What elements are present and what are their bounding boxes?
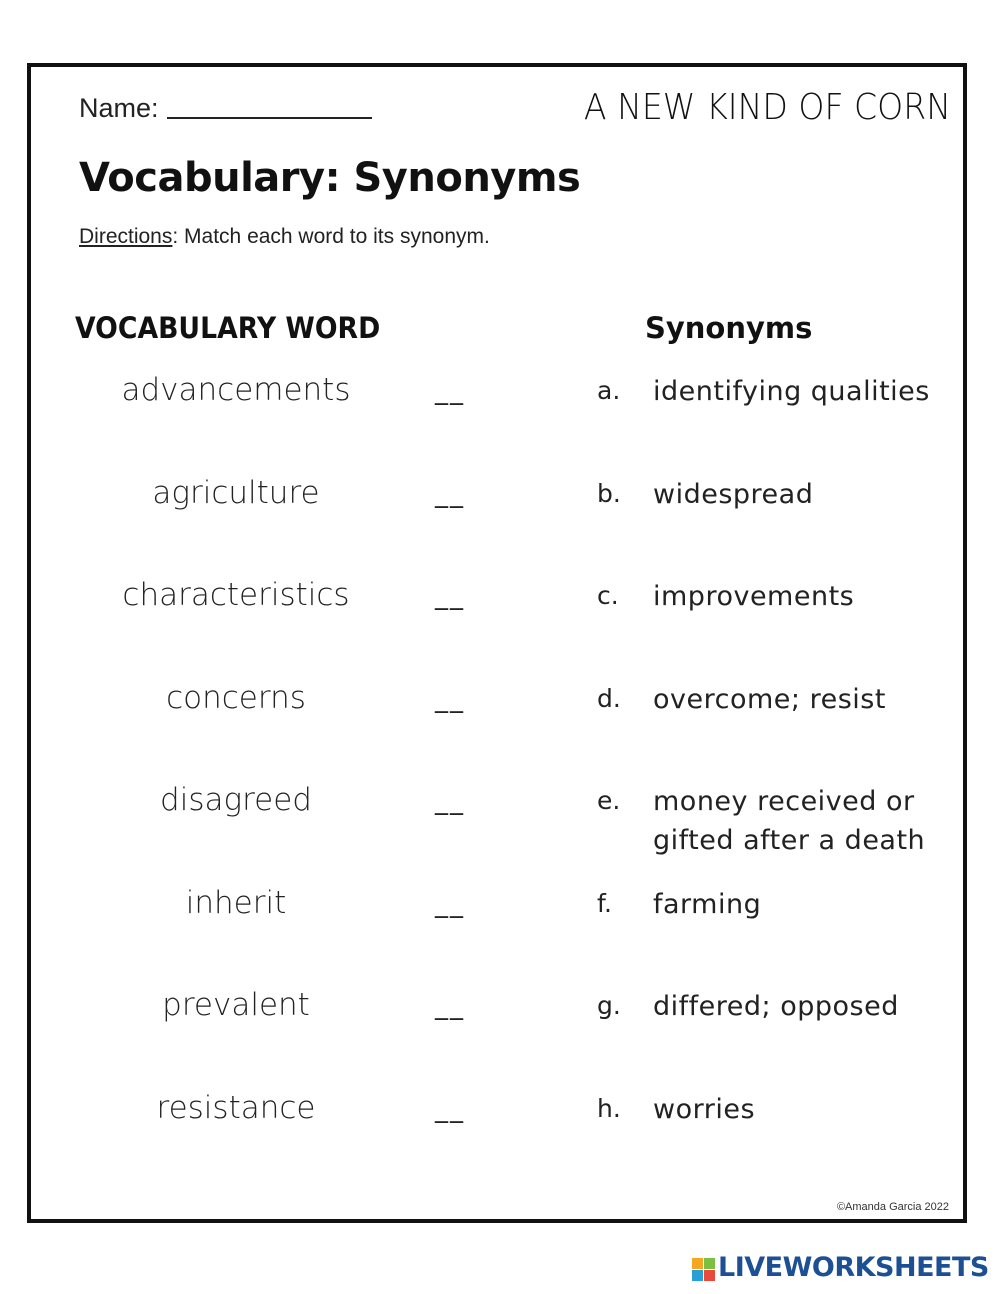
synonym-text: improvements: [653, 581, 855, 612]
name-field-row: [79, 93, 372, 124]
vocab-word: disagreed: [160, 782, 312, 818]
synonym-letter: f.: [597, 889, 612, 918]
story-title: A NEW KIND OF CORN: [583, 87, 951, 128]
liveworksheets-footer: [692, 1252, 992, 1284]
synonym-letter: b.: [597, 479, 621, 508]
answer-blank[interactable]: __: [435, 1094, 465, 1124]
name-blank-line[interactable]: [167, 93, 372, 119]
directions: [79, 225, 490, 249]
vocab-word: resistance: [156, 1090, 316, 1126]
directions-text: : Match each word to its synonym.: [172, 225, 490, 248]
synonym-text: overcome; resist: [653, 684, 886, 715]
synonym-letter: c.: [597, 581, 619, 610]
liveworksheets-brand[interactable]: LIVEWORKSHEETS: [718, 1252, 989, 1283]
directions-label: Directions: [79, 225, 173, 248]
synonym-letter: e.: [597, 786, 621, 815]
column-header-synonyms: Synonyms: [645, 311, 813, 345]
answer-blank[interactable]: __: [435, 479, 465, 509]
page-title: Vocabulary: Synonyms: [79, 155, 581, 201]
answer-blank[interactable]: __: [435, 376, 465, 406]
synonym-text: differed; opposed: [653, 991, 899, 1022]
synonym-letter: g.: [597, 991, 621, 1020]
vocab-word: characteristics: [122, 577, 350, 613]
synonym-text: worries: [653, 1094, 756, 1125]
answer-blank[interactable]: __: [435, 991, 465, 1021]
worksheet-page: [27, 63, 967, 1223]
column-header-vocabulary: VOCABULARY WORD: [75, 311, 381, 345]
copyright-notice: ©Amanda Garcia 2022: [836, 1201, 949, 1213]
vocab-word: prevalent: [162, 987, 310, 1023]
synonym-text: farming: [653, 889, 762, 920]
vocab-word: advancements: [121, 372, 351, 408]
synonym-text: widespread: [653, 479, 814, 510]
synonym-letter: d.: [597, 684, 621, 713]
vocab-word: agriculture: [152, 475, 320, 511]
vocab-word: inherit: [185, 885, 287, 921]
answer-blank[interactable]: __: [435, 889, 465, 919]
synonym-letter: a.: [597, 376, 621, 405]
answer-blank[interactable]: __: [435, 581, 465, 611]
synonym-text: money received or gifted after a death: [653, 786, 926, 856]
name-label: Name:: [79, 93, 159, 123]
vocab-word: concerns: [166, 680, 306, 716]
answer-blank[interactable]: __: [435, 684, 465, 714]
synonym-letter: h.: [597, 1094, 621, 1123]
liveworksheets-logo-icon: [692, 1258, 716, 1282]
answer-blank[interactable]: __: [435, 786, 465, 816]
synonym-text: identifying qualities: [653, 376, 930, 407]
